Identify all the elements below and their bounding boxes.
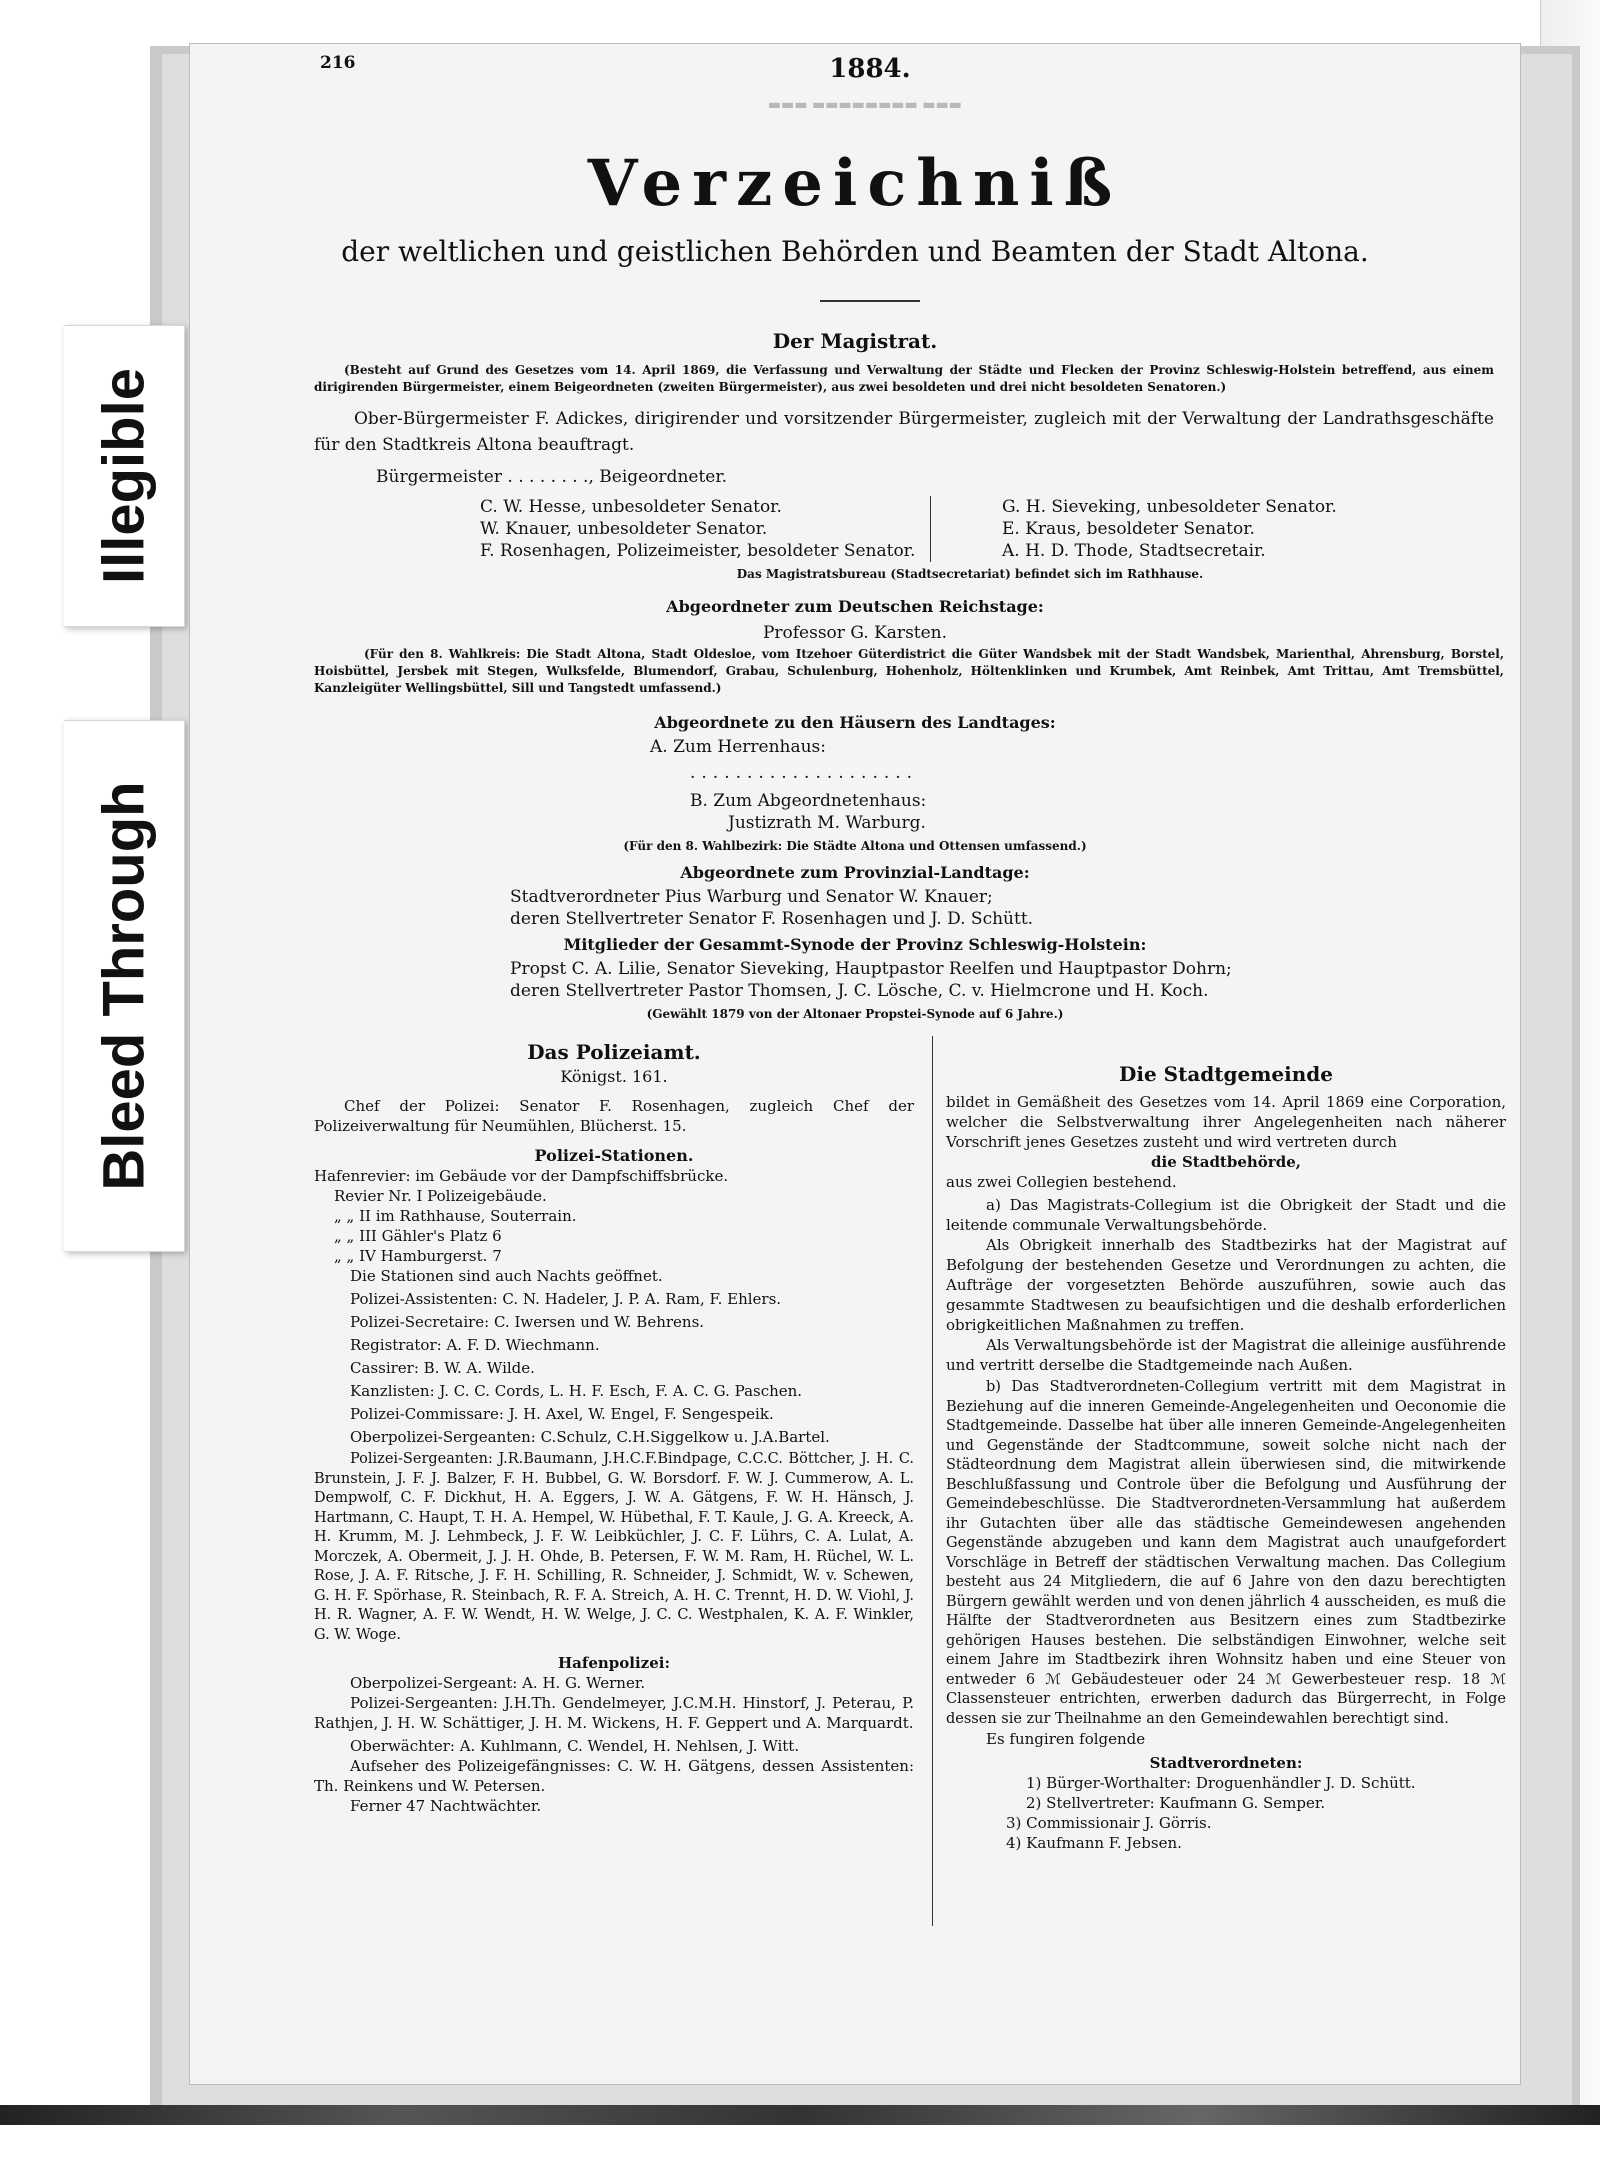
page-subtitle: der weltlichen und geistlichen Behörden und Beamten der Stadt Altona. [341,235,1369,268]
als-verwaltungsbehoerde: Als Verwaltungsbehörde ist der Magistrat die alleinige ausführende und vertritt derselbe die Stadtgemeinde nach Außen. [946,1336,1506,1374]
reichstag-note: (Für den 8. Wahlkreis: Die Stadt Altona, Stadt Oldesloe, vom Itzehoer Güterdistrict die Güter Wandsbek mit der Stadt Wandsbek, Marienthal, Ahrensburg, Borstel, Hoisbüttel, Jersbek mit Stegen, Wulksfelde, Blumendorf, Grabau, Schulenburg, Hohenholz, Höltenklinken und Krumbek, Amt Reinbek, Amt Trittau, Amt Tremsbüttel, Kanzleigüter Wellingsbüttel, Sill und Tangstedt umfassend.) [314,647,1504,695]
stadtverordneter-1: 1) Bürger-Worthalter: Droguenhändler J. D. Schütt. [1026,1774,1416,1792]
magistrats-collegium: a) Das Magistrats-Collegium ist die Obrigkeit der Stadt und die leitende communale Verwaltungsbehörde. [946,1196,1506,1234]
nachtwaechter: Ferner 47 Nachtwächter. [350,1797,542,1815]
landtag-b: B. Zum Abgeordnetenhaus: [690,791,927,811]
synode-line1: Propst C. A. Lilie, Senator Sieveking, Hauptpastor Reelfen und Hauptpastor Dohrn; [510,959,1232,979]
station-revier-1: Revier Nr. I Polizeigebäude. [334,1187,547,1205]
registrator: Registrator: A. F. D. Wiechmann. [350,1336,600,1354]
hafen-oberpolizei: Oberpolizei-Sergeant: A. H. G. Werner. [350,1674,646,1692]
provinzial-heading: Abgeordnete zum Provinzial-Landtage: [680,863,1030,882]
station-revier-2: „ „ II im Rathhause, Souterrain. [334,1207,577,1225]
bleed-through-ghost-left: ▬▬▬ ▬▬▬▬▬▬▬▬ ▬▬▬ [767,97,962,113]
synode-note: (Gewählt 1879 von der Altonaer Propstei-Synode auf 6 Jahre.) [646,1007,1064,1021]
landtag-a: A. Zum Herrenhaus: [650,737,827,757]
senator-right-3: A. H. D. Thode, Stadtsecretair. [1002,541,1266,561]
illegible-label: Illegible [91,368,157,584]
magistrat-note: (Besteht auf Grund des Gesetzes vom 14. April 1869, die Verfassung und Verwaltung der Städte und Flecken der Provinz Schleswig-Holstein betreffend, aus einem dirigirenden Bürgermeister, einem Beigeordneten (zweiten Bürgermeister), aus zwei besoldeten und drei nicht besoldeten Senatoren.) [314,363,1494,394]
senator-right-2: E. Kraus, besoldeter Senator. [1002,519,1255,539]
senator-left-3: F. Rosenhagen, Polizeimeister, besoldeter Senator. [480,541,916,561]
stadtverordneten-collegium: b) Das Stadtverordneten-Collegium vertritt mit dem Magistrat in Beziehung auf die inneren Gemeinde-Angelegenheiten und Oeconomie die Stadtgemeinde. Dasselbe hat über alle inneren Gemeinde-Angelegenheiten und Gegenstände der Stadtcommune, soweit solche nicht nach der Städteordnung dem Magistrat allein überwiesen sind, die mitwirkende Beschlußfassung und Controle über die Befolgung und Ausführung der Gemeindebeschlüsse. Die Stadtverordneten-Versammlung hat außerdem ihr Gutachten über alle das städtische Gemeindewesen angehenden Gegenstände abzugeben und kann dem Magistrat auch unaufgefordert Vorschläge in Betreff der städtischen Verwaltung machen. Das Collegium besteht aus 24 Mitgliedern, die auf 6 Jahre von den dazu berechtigten Bürgern gewählt werden und von denen jährlich 4 ausscheiden, es muß die Hälfte der Stadtverordneten aus Besitzern eines zum Stadtbezirke gehörigen Hauses bestehen. Die selbständigen Einwohner, welche seit einem Jahre im Stadtbezirk ihren Wohnsitz haben und eine Steuer von entweder 6 ℳ Gebäudesteuer oder 24 ℳ Gewerbesteuer resp. 18 ℳ Classensteuer entrichten, erwerben dadurch das Bürgerrecht, in Folge dessen sie zur Theilnahme an den Gemeindewahlen berechtigt sind. [946,1379,1506,1727]
stadtverordneter-2: 2) Stellvertreter: Kaufmann G. Semper. [1026,1794,1326,1812]
polizeiamt-column [314,1038,914,1816]
station-hafen: Hafenrevier: im Gebäude vor der Dampfschiffsbrücke. [314,1167,729,1185]
stadtverordneter-3: 3) Commissionair J. Görris. [1006,1814,1212,1832]
stadtgemeinde-heading: Die Stadtgemeinde [1119,1062,1333,1086]
synode-heading: Mitglieder der Gesammt-Synode der Provinz Schleswig-Holstein: [563,935,1147,954]
aufseher: Aufseher des Polizeigefängnisses: C. W. H. Gätgens, dessen Assistenten: Th. Reinkens und W. Petersen. [314,1757,914,1795]
polizei-chef: Chef der Polizei: Senator F. Rosenhagen, zugleich Chef der Polizeiverwaltung für Neumühlen, Blücherst. 15. [314,1097,914,1135]
senator-left-2: W. Knauer, unbesoldeter Senator. [480,519,768,539]
magistrat-heading: Der Magistrat. [772,329,938,353]
reichstag-name: Professor G. Karsten. [762,623,948,643]
document-page [190,44,1520,2084]
page-year: 1884. [829,54,911,84]
stadtbehoerde: die Stadtbehörde, [1151,1153,1301,1171]
polizei-stationen-heading: Polizei-Stationen. [534,1146,694,1165]
stadtverordneten-heading: Stadtverordneten: [1149,1754,1303,1772]
stationen-note: Die Stationen sind auch Nachts geöffnet. [350,1267,663,1285]
es-fungiren: Es fungiren folgende [986,1730,1146,1748]
stadtgemeinde-column [946,1060,1506,1853]
column-divider [932,1036,933,1926]
illegible-label-tab [64,325,185,627]
polizei-commissare: Polizei-Commissare: J. H. Axel, W. Engel, F. Sengespeik. [350,1405,774,1423]
page-number: 216 [320,53,356,73]
stadtgemeinde-intro: bildet in Gemäßheit des Gesetzes vom 14. April 1869 eine Corporation, welcher die Selbstverwaltung ihrer Angelegenheiten nach näherer Vorschrift jenes Gesetzes zusteht und wird vertreten durch [946,1093,1506,1151]
oberpolizei-sergeanten: Oberpolizei-Sergeanten: C.Schulz, C.H.Siggelkow u. J.A.Bartel. [350,1428,830,1446]
polizeiamt-heading: Das Polizeiamt. [527,1040,701,1064]
senators-divider [930,496,931,562]
ober-buergermeister: Ober-Bürgermeister F. Adickes, dirigirender und vorsitzender Bürgermeister, zugleich mit der Verwaltung der Landrathsgeschäfte für den Stadtkreis Altona beauftragt. [314,409,1494,455]
page-title: Verzeichniß [587,146,1123,221]
hafenpolizei-heading: Hafenpolizei: [558,1654,670,1672]
bleed-through-label: Bleed Through [91,781,157,1191]
senator-right-1: G. H. Sieveking, unbesoldeter Senator. [1002,497,1337,517]
reichstag-heading: Abgeordneter zum Deutschen Reichstage: [666,597,1044,616]
landtag-b-name: Justizrath M. Warburg. [728,813,926,833]
bleed-through-label-tab [64,720,185,1252]
oberwaechter: Oberwächter: A. Kuhlmann, C. Wendel, H. Nehlsen, J. Witt. [350,1737,800,1755]
zwei-collegien: aus zwei Collegien bestehend. [946,1173,1177,1191]
station-revier-4: „ „ IV Hamburgerst. 7 [334,1247,502,1265]
polizei-sergeanten: Polizei-Sergeanten: J.R.Baumann, J.H.C.F.Bindpage, C.C.C. Böttcher, J. H. C. Brunstein, J. F. J. Balzer, F. H. Bubbel, G. W. Borsdorf. F. W. J. Cummerow, A. L. Dempwolf, C. F. Dickhut, H. A. Eggers, J. W. A. Gätgens, F. W. H. Hänsch, J. Hartmann, C. Haupt, T. H. A. Hempel, W. Hübethal, F. T. Kaule, J. G. A. Kreeck, A. H. Krumm, M. J. Lehmbeck, J. F. W. Leibküchler, J. C. F. Lührs, C. A. Lulat, A. Morczek, A. Obermeit, J. J. H. Ohde, B. Petersen, F. W. M. Ram, H. Rüchel, W. L. Rose, J. A. F. Ritsche, J. F. H. Schilling, R. Schneider, J. Schmidt, W. v. Schewen, G. H. F. Spörhase, R. Steinbach, R. F. A. Streich, A. H. C. Trennt, H. D. W. Viohl, J. H. R. Wagner, A. F. W. Wendt, H. W. Welge, J. C. C. Westphalen, K. A. F. Winkler, G. W. Woge. [314,1451,914,1643]
kanzlisten: Kanzlisten: J. C. C. Cords, L. H. F. Esch, F. A. C. G. Paschen. [350,1382,803,1400]
landtag-b-note: (Für den 8. Wahlbezirk: Die Städte Altona und Ottensen umfassend.) [623,839,1087,853]
landtag-a-dots: .................... [690,763,919,783]
magistrat-bureau: Das Magistratsbureau (Stadtsecretariat) befindet sich im Rathhause. [736,567,1204,581]
buergermeister: Bürgermeister . . . . . . . ., Beigeordneter. [376,467,728,487]
polizei-assistenten: Polizei-Assistenten: C. N. Hadeler, J. P. A. Ram, F. Ehlers. [350,1290,782,1308]
station-revier-3: „ „ III Gähler's Platz 6 [334,1227,502,1245]
scanner-bottom-bar [0,2105,1600,2125]
title-divider [820,300,920,302]
provinzial-line2: deren Stellvertreter Senator F. Rosenhagen und J. D. Schütt. [510,909,1034,929]
stadtverordneter-4: 4) Kaufmann F. Jebsen. [1006,1834,1182,1852]
als-obrigkeit: Als Obrigkeit innerhalb des Stadtbezirks hat der Magistrat auf Befolgung der bestehenden Gesetze und Verordnungen zu achten, die Aufträge der vorgesetzten Behörde auszuführen, sowie auch das gesammte Stadtwesen zu beaufsichtigen und die deshalb erforderlichen obrigkeitlichen Maßnahmen zu treffen. [946,1236,1506,1334]
senators-right [1002,496,1452,562]
provinzial-line1: Stadtverordneter Pius Warburg und Senator W. Knauer; [510,887,993,907]
polizeiamt-address: Königst. 161. [560,1067,668,1086]
synode-line2: deren Stellvertreter Pastor Thomsen, J. C. Lösche, C. v. Hielmcrone und H. Koch. [510,981,1209,1001]
hafen-sergeanten: Polizei-Sergeanten: J.H.Th. Gendelmeyer, J.C.M.H. Hinstorf, J. Peterau, P. Rathjen, J. H. W. Schättiger, J. H. M. Wickens, H. F. Geppert und A. Marquardt. [314,1694,914,1732]
landtag-heading: Abgeordnete zu den Häusern des Landtages: [654,713,1056,732]
cassirer: Cassirer: B. W. A. Wilde. [350,1359,535,1377]
polizei-secretaire: Polizei-Secretaire: C. Iwersen und W. Behrens. [350,1313,705,1331]
senator-left-1: C. W. Hesse, unbesoldeter Senator. [480,497,782,517]
senators-left [480,496,930,562]
